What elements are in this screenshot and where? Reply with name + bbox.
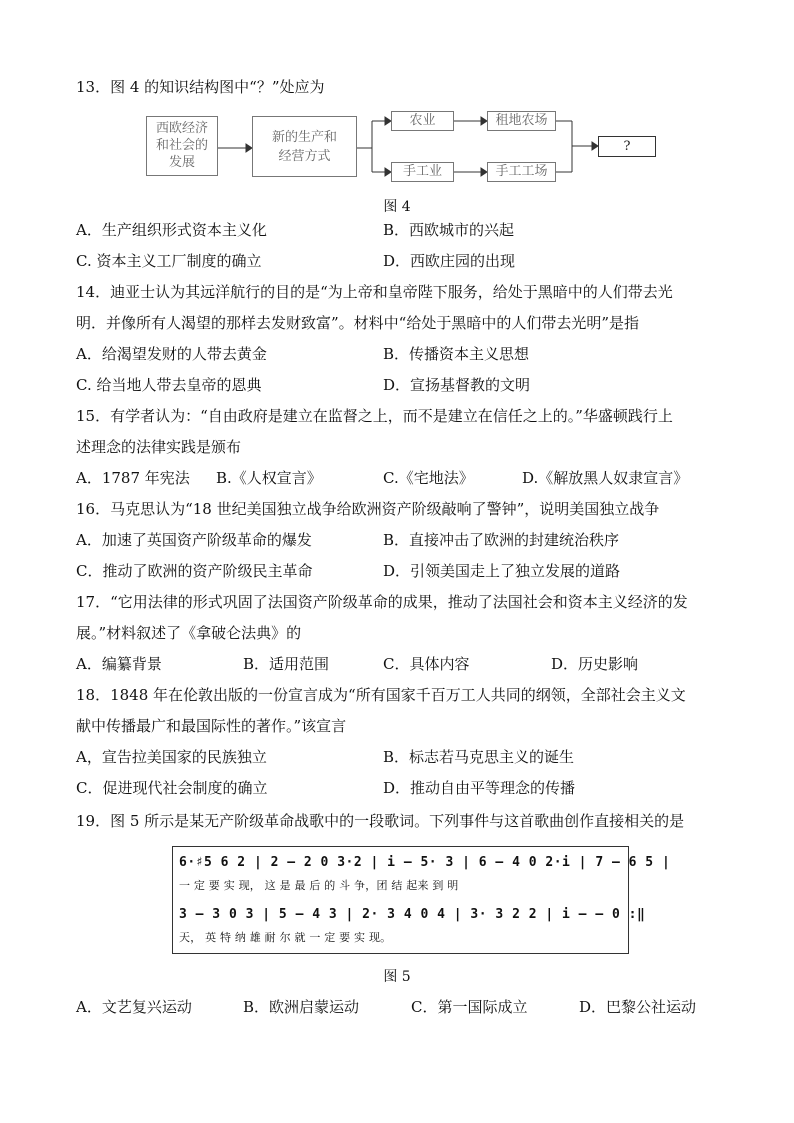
q19-option-c[interactable]: C．第一国际成立 <box>411 998 528 1016</box>
q18-option-b[interactable]: B．标志若马克思主义的诞生 <box>383 748 575 766</box>
q13-option-b[interactable]: B．西欧城市的兴起 <box>383 221 515 239</box>
q15-option-d[interactable]: D.《解放黑人奴隶宣言》 <box>522 469 689 487</box>
q19-stem: 19．图 5 所示是某无产阶级革命战歌中的一段歌词。下列事件与这首歌曲创作直接相关的是 <box>76 812 685 830</box>
q18-option-a[interactable]: A，宣告拉美国家的民族独立 <box>76 748 267 766</box>
diagram-box-west-europe: 西欧经济 和社会的 发展 <box>146 116 218 176</box>
q16-option-d[interactable]: D．引领美国走上了独立发展的道路 <box>383 562 621 580</box>
score-lyrics-row-1: 一 定 要 实 现， 这 是 最 后 的 斗 争，团 结 起来 到 明 <box>179 879 459 892</box>
q16-option-b[interactable]: B．直接冲击了欧洲的封建统治秩序 <box>383 531 620 549</box>
q19-option-b[interactable]: B．欧洲启蒙运动 <box>243 998 360 1016</box>
q13-option-c[interactable]: C. 资本主义工厂制度的确立 <box>76 252 262 270</box>
q15-stem-line1: 15．有学者认为：“自由政府是建立在监督之上，而不是建立在信任之上的。”华盛顿践行上 <box>76 407 673 425</box>
q14-stem-line2: 明．并像所有人渴望的那样去发财致富”。材料中“给处于黑暗中的人们带去光明”是指 <box>76 314 640 332</box>
figure-5-caption: 图 5 <box>383 969 411 985</box>
q18-stem-line2: 献中传播最广和最国际性的著作。”该宣言 <box>76 717 347 735</box>
q17-option-c[interactable]: C．具体内容 <box>383 655 470 673</box>
music-score <box>172 846 671 954</box>
diagram-box-agriculture: 农业 <box>391 111 454 131</box>
diagram-box-new-methods: 新的生产和 经营方式 <box>252 116 357 177</box>
q17-option-b[interactable]: B．适用范围 <box>243 655 330 673</box>
q18-stem-line1: 18．1848 年在伦敦出版的一份宣言成为“所有国家千百万工人共同的纲领，全部社会主义文 <box>76 686 686 704</box>
q16-option-c[interactable]: C．推动了欧洲的资产阶级民主革命 <box>76 562 313 580</box>
q17-stem-line1: 17．“它用法律的形式巩固了法国资产阶级革命的成果，推动了法国社会和资本主义经济的发 <box>76 593 688 611</box>
diagram-box-workshop: 手工工场 <box>487 162 556 182</box>
q15-option-b[interactable]: B.《人权宣言》 <box>216 469 322 487</box>
score-notes-row-1: 6·♯5 6 2 | 2 – 2 0 3·2 | i – 5· 3 | 6 – 4 0 2·i | 7 – 6 5 | <box>179 855 671 870</box>
q13-option-a[interactable]: A．生产组织形式资本主义化 <box>76 221 267 239</box>
diagram-box-rent-farm: 租地农场 <box>487 111 556 131</box>
q18-option-c[interactable]: C．促进现代社会制度的确立 <box>76 779 268 797</box>
q14-option-c[interactable]: C. 给当地人带去皇帝的恩典 <box>76 376 262 394</box>
q17-option-d[interactable]: D．历史影响 <box>551 655 639 673</box>
q14-option-a[interactable]: A．给渴望发财的人带去黄金 <box>76 345 267 363</box>
figure-4-caption: 图 4 <box>383 199 411 215</box>
score-notes-row-2: 3 – 3 0 3 | 5 – 4 3 | 2· 3 4 0 4 | 3· 3 2 2 | i – – 0 :‖ <box>179 907 646 922</box>
score-lyrics-row-2: 天， 英 特 纳 雄 耐 尔 就 一 定 要 实 现。 <box>179 931 392 944</box>
q13-option-d[interactable]: D．西欧庄园的出现 <box>383 252 516 270</box>
q15-option-c[interactable]: C.《宅地法》 <box>383 469 474 487</box>
q14-option-b[interactable]: B．传播资本主义思想 <box>383 345 530 363</box>
diagram-box-handicraft: 手工业 <box>391 162 454 182</box>
q15-option-a[interactable]: A．1787 年宪法 <box>76 469 190 487</box>
q15-stem-line2: 述理念的法律实践是颁布 <box>76 438 242 456</box>
q16-stem: 16．马克思认为“18 世纪美国独立战争给欧洲资产阶级敲响了警钟”，说明美国独立战争 <box>76 500 660 518</box>
q13-stem: 13．图 4 的知识结构图中“？”处应为 <box>76 78 325 96</box>
q17-option-a[interactable]: A．编纂背景 <box>76 655 162 673</box>
q16-option-a[interactable]: A．加速了英国资产阶级革命的爆发 <box>76 531 312 549</box>
q19-option-d[interactable]: D．巴黎公社运动 <box>579 998 697 1016</box>
q14-stem-line1: 14．迪亚士认为其远洋航行的目的是“为上帝和皇帝陛下服务，给处于黑暗中的人们带去光 <box>76 283 673 301</box>
q18-option-d[interactable]: D．推动自由平等理念的传播 <box>383 779 576 797</box>
diagram-box-question: ? <box>598 136 656 157</box>
q14-option-d[interactable]: D．宣扬基督教的文明 <box>383 376 531 394</box>
q19-option-a[interactable]: A．文艺复兴运动 <box>76 998 192 1016</box>
q17-stem-line2: 展。”材料叙述了《拿破仑法典》的 <box>76 624 302 642</box>
